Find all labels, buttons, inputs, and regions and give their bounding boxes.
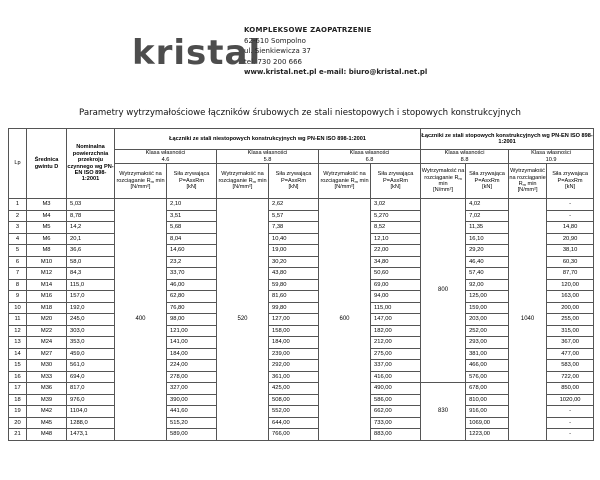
cell-force-4-6: 327,00 xyxy=(167,383,217,395)
table-row xyxy=(9,371,594,383)
cell-area: 20,1 xyxy=(67,233,115,245)
cell-diameter: M18 xyxy=(27,302,67,314)
cell-force-5-8: 7,38 xyxy=(269,222,319,234)
cell-lp: 7 xyxy=(9,268,27,280)
cell-force-8-8: 4,02 xyxy=(466,199,509,211)
cell-area: 353,0 xyxy=(67,337,115,349)
table-row xyxy=(9,314,594,326)
cell-diameter: M10 xyxy=(27,256,67,268)
cell-force-10-9: 163,00 xyxy=(547,291,594,303)
cell-force-4-6: 441,60 xyxy=(167,406,217,418)
cell-force-5-8: 766,00 xyxy=(269,429,319,441)
cell-force-6-8: 733,00 xyxy=(371,417,421,429)
cell-diameter: M36 xyxy=(27,383,67,395)
header-group-non-alloy: Łączniki ze stali niestopowych konstrukcyjnych wg PN-EN ISO 898-1:2001 xyxy=(115,129,421,150)
cell-force-8-8: 576,00 xyxy=(466,371,509,383)
cell-force-4-6: 98,00 xyxy=(167,314,217,326)
cell-diameter: M14 xyxy=(27,279,67,291)
cell-force-6-8: 12,10 xyxy=(371,233,421,245)
cell-area: 14,2 xyxy=(67,222,115,234)
cell-diameter: M20 xyxy=(27,314,67,326)
cell-force-10-9: - xyxy=(547,199,594,211)
cell-diameter: M5 xyxy=(27,222,67,234)
cell-force-4-6: 23,2 xyxy=(167,256,217,268)
strength-table-body xyxy=(9,199,594,441)
cell-force-6-8: 275,00 xyxy=(371,348,421,360)
cell-force-5-8: 99,80 xyxy=(269,302,319,314)
cell-lp: 20 xyxy=(9,417,27,429)
cell-lp: 8 xyxy=(9,279,27,291)
cell-area: 1104,0 xyxy=(67,406,115,418)
cell-force-10-9: - xyxy=(547,210,594,222)
cell-force-4-6: 224,00 xyxy=(167,360,217,372)
cell-force-5-8: 43,80 xyxy=(269,268,319,280)
cell-strength-5-8: 520 xyxy=(217,199,269,441)
cell-force-6-8: 337,00 xyxy=(371,360,421,372)
cell-force-6-8: 182,00 xyxy=(371,325,421,337)
cell-force-8-8: 678,00 xyxy=(466,383,509,395)
cell-force-4-6: 390,00 xyxy=(167,394,217,406)
cell-lp: 3 xyxy=(9,222,27,234)
cell-force-4-6: 589,00 xyxy=(167,429,217,441)
cell-area: 5,03 xyxy=(67,199,115,211)
table-row xyxy=(9,429,594,441)
cell-force-8-8: 293,00 xyxy=(466,337,509,349)
cell-force-8-8: 203,00 xyxy=(466,314,509,326)
cell-area: 245,0 xyxy=(67,314,115,326)
cell-lp: 21 xyxy=(9,429,27,441)
cell-force-6-8: 8,52 xyxy=(371,222,421,234)
cell-force-5-8: 81,60 xyxy=(269,291,319,303)
header-tensile-strength-6-8: Wytrzymałość na rozciąganie $R_m$ min [N/mm²] xyxy=(319,164,371,199)
cell-force-4-6: 76,80 xyxy=(167,302,217,314)
cell-force-8-8: 1069,00 xyxy=(466,417,509,429)
cell-lp: 16 xyxy=(9,371,27,383)
cell-force-4-6: 141,00 xyxy=(167,337,217,349)
cell-diameter: M24 xyxy=(27,337,67,349)
cell-force-8-8: 7,02 xyxy=(466,210,509,222)
cell-area: 192,0 xyxy=(67,302,115,314)
cell-force-4-6: 278,00 xyxy=(167,371,217,383)
cell-force-4-6: 2,10 xyxy=(167,199,217,211)
cell-strength-6-8: 600 xyxy=(319,199,371,441)
cell-force-4-6: 515,20 xyxy=(167,417,217,429)
address-line-1: 62-610 Sompolno xyxy=(244,36,306,45)
cell-force-5-8: 158,00 xyxy=(269,325,319,337)
cell-force-10-9: 477,00 xyxy=(547,348,594,360)
cell-diameter: M42 xyxy=(27,406,67,418)
cell-lp: 5 xyxy=(9,245,27,257)
cell-force-8-8: 466,00 xyxy=(466,360,509,372)
cell-force-4-6: 8,04 xyxy=(167,233,217,245)
header-breaking-force-8-8: Siła zrywająca P=AsxRm [kN] xyxy=(466,164,509,199)
cell-diameter: M30 xyxy=(27,360,67,372)
cell-force-5-8: 59,80 xyxy=(269,279,319,291)
cell-force-10-9: 1020,00 xyxy=(547,394,594,406)
cell-force-10-9: 367,00 xyxy=(547,337,594,349)
table-row xyxy=(9,337,594,349)
cell-strength-10-9: 1040 xyxy=(509,199,547,441)
cell-force-6-8: 147,00 xyxy=(371,314,421,326)
table-row xyxy=(9,302,594,314)
cell-force-5-8: 361,00 xyxy=(269,371,319,383)
cell-diameter: M39 xyxy=(27,394,67,406)
cell-area: 561,0 xyxy=(67,360,115,372)
cell-force-6-8: 50,60 xyxy=(371,268,421,280)
cell-force-10-9: 38,10 xyxy=(547,245,594,257)
company-logo: kristal xyxy=(132,33,262,73)
cell-diameter: M6 xyxy=(27,233,67,245)
cell-lp: 12 xyxy=(9,325,27,337)
cell-lp: 19 xyxy=(9,406,27,418)
cell-force-8-8: 92,00 xyxy=(466,279,509,291)
cell-force-6-8: 69,00 xyxy=(371,279,421,291)
cell-force-5-8: 292,00 xyxy=(269,360,319,372)
cell-force-10-9: - xyxy=(547,406,594,418)
cell-area: 8,78 xyxy=(67,210,115,222)
cell-area: 36,6 xyxy=(67,245,115,257)
cell-lp: 2 xyxy=(9,210,27,222)
cell-force-6-8: 490,00 xyxy=(371,383,421,395)
cell-lp: 6 xyxy=(9,256,27,268)
cell-force-6-8: 94,00 xyxy=(371,291,421,303)
cell-force-5-8: 19,00 xyxy=(269,245,319,257)
cell-diameter: M16 xyxy=(27,291,67,303)
address-line-2: ul. Sienkiewicza 37 xyxy=(244,47,311,55)
header-class-6-8: Klasa własności 6.8 xyxy=(319,150,421,164)
header-breaking-force-10-9: Siła zrywająca P=AsxRm [kN] xyxy=(547,164,594,199)
cell-diameter: M45 xyxy=(27,417,67,429)
cell-lp: 13 xyxy=(9,337,27,349)
header-tensile-strength-8-8: Wytrzymałość na rozciąganie $R_m$ min [N/mm²] xyxy=(421,164,466,199)
table-row xyxy=(9,383,594,395)
table-row xyxy=(9,325,594,337)
cell-strength-8-8-large: 830 xyxy=(421,383,466,441)
table-row xyxy=(9,394,594,406)
cell-force-5-8: 425,00 xyxy=(269,383,319,395)
company-name: KOMPLEKSOWE ZAOPATRZENIE xyxy=(244,26,372,34)
cell-force-4-6: 46,00 xyxy=(167,279,217,291)
header-lp: Lp xyxy=(9,129,27,199)
cell-force-5-8: 552,00 xyxy=(269,406,319,418)
cell-force-6-8: 34,80 xyxy=(371,256,421,268)
cell-force-8-8: 57,40 xyxy=(466,268,509,280)
table-row xyxy=(9,233,594,245)
cell-diameter: M48 xyxy=(27,429,67,441)
cell-force-5-8: 184,00 xyxy=(269,337,319,349)
cell-force-10-9: 255,00 xyxy=(547,314,594,326)
cell-force-10-9: 315,00 xyxy=(547,325,594,337)
cell-diameter: M8 xyxy=(27,245,67,257)
cell-force-10-9: 722,00 xyxy=(547,371,594,383)
cell-force-4-6: 62,80 xyxy=(167,291,217,303)
cell-lp: 4 xyxy=(9,233,27,245)
cell-force-10-9: 14,80 xyxy=(547,222,594,234)
cell-force-6-8: 586,00 xyxy=(371,394,421,406)
cell-diameter: M27 xyxy=(27,348,67,360)
cell-area: 976,0 xyxy=(67,394,115,406)
document-title: Parametry wytrzymałościowe łączników śrubowych ze stali niestopowych i stopowych konstrukcyjnych xyxy=(79,108,521,118)
company-info xyxy=(244,25,427,78)
header-class-5-8: Klasa własności 5.8 xyxy=(217,150,319,164)
cell-diameter: M4 xyxy=(27,210,67,222)
cell-lp: 11 xyxy=(9,314,27,326)
table-row xyxy=(9,268,594,280)
cell-lp: 9 xyxy=(9,291,27,303)
cell-strength-8-8-small: 800 xyxy=(421,199,466,383)
header-class-8-8: Klasa własności 8.8 xyxy=(421,150,509,164)
table-row xyxy=(9,222,594,234)
cell-force-6-8: 883,00 xyxy=(371,429,421,441)
cell-force-6-8: 22,00 xyxy=(371,245,421,257)
cell-diameter: M3 xyxy=(27,199,67,211)
table-row xyxy=(9,245,594,257)
cell-area: 84,3 xyxy=(67,268,115,280)
header-breaking-force-4-6: Siła zrywająca P=AsxRm [kN] xyxy=(167,164,217,199)
cell-area: 58,0 xyxy=(67,256,115,268)
cell-force-10-9: 583,00 xyxy=(547,360,594,372)
table-row xyxy=(9,360,594,372)
table-row xyxy=(9,291,594,303)
cell-force-4-6: 184,00 xyxy=(167,348,217,360)
cell-force-5-8: 5,57 xyxy=(269,210,319,222)
table-row xyxy=(9,417,594,429)
cell-area: 459,0 xyxy=(67,348,115,360)
cell-force-10-9: - xyxy=(547,417,594,429)
cell-lp: 14 xyxy=(9,348,27,360)
phone: tel. 730 200 666 xyxy=(244,57,302,66)
header-tensile-strength-5-8: Wytrzymałość na rozciąganie $R_m$ min [N/mm²] xyxy=(217,164,269,199)
table-row xyxy=(9,256,594,268)
cell-force-4-6: 33,70 xyxy=(167,268,217,280)
cell-area: 115,0 xyxy=(67,279,115,291)
table-row xyxy=(9,406,594,418)
cell-force-8-8: 29,20 xyxy=(466,245,509,257)
cell-force-8-8: 252,00 xyxy=(466,325,509,337)
cell-force-5-8: 2,62 xyxy=(269,199,319,211)
cell-force-6-8: 662,00 xyxy=(371,406,421,418)
cell-force-8-8: 810,00 xyxy=(466,394,509,406)
cell-area: 817,0 xyxy=(67,383,115,395)
cell-force-6-8: 212,00 xyxy=(371,337,421,349)
header-tensile-strength-10-9: Wytrzymałość na rozciąganie $R_m$ min [N/mm²] xyxy=(509,164,547,199)
header-group-alloy: Łączniki ze stali stopowych konstrukcyjnych wg PN-EN ISO 898-1:2001 xyxy=(421,129,594,150)
cell-force-6-8: 3,02 xyxy=(371,199,421,211)
cell-force-10-9: 60,30 xyxy=(547,256,594,268)
header-class-4-6: Klasa własności 4.6 xyxy=(115,150,217,164)
cell-force-5-8: 127,00 xyxy=(269,314,319,326)
cell-force-8-8: 46,40 xyxy=(466,256,509,268)
cell-strength-4-6: 400 xyxy=(115,199,167,441)
cell-force-8-8: 381,00 xyxy=(466,348,509,360)
cell-area: 157,0 xyxy=(67,291,115,303)
cell-force-10-9: 200,00 xyxy=(547,302,594,314)
cell-force-5-8: 10,40 xyxy=(269,233,319,245)
cell-force-8-8: 916,00 xyxy=(466,406,509,418)
strength-table-wrapper xyxy=(8,128,594,441)
cell-force-5-8: 30,20 xyxy=(269,256,319,268)
header-tensile-strength-4-6: Wytrzymałość na rozciąganie $R_m$ min [N/mm²] xyxy=(115,164,167,199)
cell-area: 1288,0 xyxy=(67,417,115,429)
cell-force-8-8: 1223,00 xyxy=(466,429,509,441)
cell-force-5-8: 508,00 xyxy=(269,394,319,406)
table-row xyxy=(9,279,594,291)
cell-force-6-8: 5,270 xyxy=(371,210,421,222)
web-email: www.kristal.net.pl e-mail: biuro@kristal.net.pl xyxy=(244,68,428,76)
cell-force-10-9: 20,90 xyxy=(547,233,594,245)
cell-diameter: M12 xyxy=(27,268,67,280)
cell-lp: 17 xyxy=(9,383,27,395)
header-diameter: Średnica gwintu D xyxy=(27,129,67,199)
cell-force-4-6: 3,51 xyxy=(167,210,217,222)
table-row xyxy=(9,348,594,360)
cell-force-4-6: 14,60 xyxy=(167,245,217,257)
cell-area: 1473,1 xyxy=(67,429,115,441)
cell-diameter: M33 xyxy=(27,371,67,383)
cell-force-8-8: 11,35 xyxy=(466,222,509,234)
cell-force-8-8: 125,00 xyxy=(466,291,509,303)
header-breaking-force-6-8: Siła zrywająca P=AsxRm [kN] xyxy=(371,164,421,199)
cell-force-5-8: 644,00 xyxy=(269,417,319,429)
cell-lp: 15 xyxy=(9,360,27,372)
cell-force-5-8: 239,00 xyxy=(269,348,319,360)
cell-force-10-9: 120,00 xyxy=(547,279,594,291)
header-area: Nominalna powierzchnia przekroju czynnego wg PN-EN ISO 898-1:2001 xyxy=(67,129,115,199)
header-class-10-9: Klasa własności 10.9 xyxy=(509,150,594,164)
cell-force-10-9: 87,70 xyxy=(547,268,594,280)
cell-force-6-8: 416,00 xyxy=(371,371,421,383)
cell-diameter: M22 xyxy=(27,325,67,337)
cell-force-8-8: 159,00 xyxy=(466,302,509,314)
cell-lp: 18 xyxy=(9,394,27,406)
table-row xyxy=(9,199,594,211)
cell-force-10-9: - xyxy=(547,429,594,441)
cell-area: 694,0 xyxy=(67,371,115,383)
cell-force-10-9: 850,00 xyxy=(547,383,594,395)
table-row xyxy=(9,210,594,222)
cell-force-4-6: 121,00 xyxy=(167,325,217,337)
cell-area: 303,0 xyxy=(67,325,115,337)
cell-lp: 1 xyxy=(9,199,27,211)
cell-force-6-8: 115,00 xyxy=(371,302,421,314)
cell-force-8-8: 16,10 xyxy=(466,233,509,245)
cell-lp: 10 xyxy=(9,302,27,314)
cell-force-4-6: 5,68 xyxy=(167,222,217,234)
strength-table xyxy=(8,128,594,441)
header-breaking-force-5-8: Siła zrywająca P=AsxRm [kN] xyxy=(269,164,319,199)
